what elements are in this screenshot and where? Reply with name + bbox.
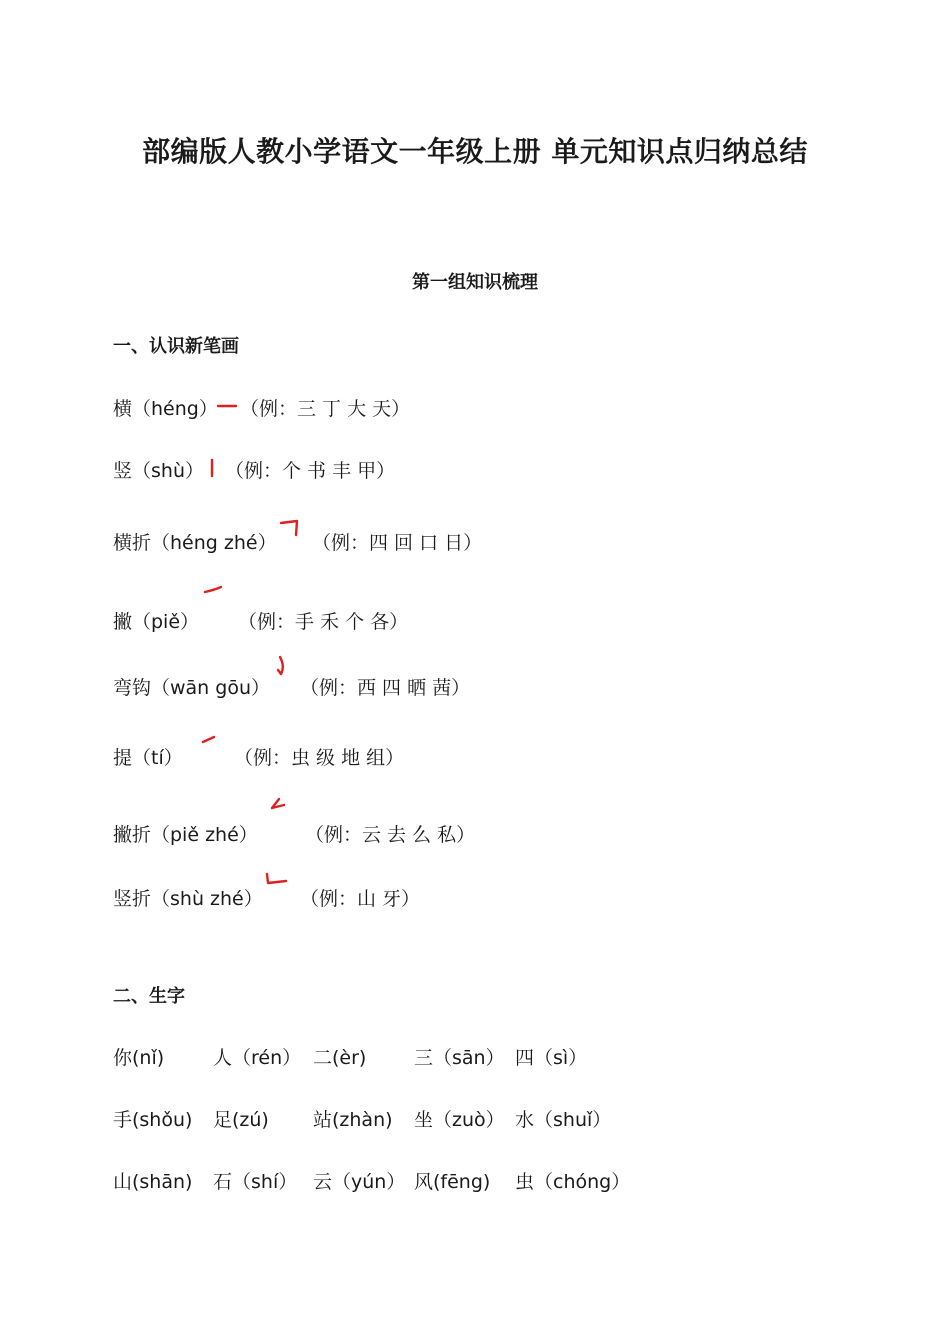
stroke-piezhe-icon	[266, 795, 296, 825]
stroke-name: 竖折（shù zhé）	[113, 888, 263, 910]
stroke-example: （例：云 去 么 私）	[305, 824, 476, 846]
stroke-name: 横（héng）	[113, 398, 218, 420]
stroke-hengzhe-icon	[278, 516, 308, 546]
strokes-heading: 一、认识新笔画	[113, 336, 239, 357]
stroke-name: 竖（shù）	[113, 460, 204, 482]
char-item: 足(zú)	[213, 1109, 269, 1131]
char-item: 石（shí）	[213, 1171, 298, 1193]
stroke-name: 弯钩（wān gōu）	[113, 677, 270, 699]
stroke-wangou-icon	[270, 653, 300, 683]
stroke-example: （例：手 禾 个 各）	[238, 611, 409, 633]
char-item: 二(èr)	[313, 1047, 367, 1069]
char-item: 风(fēng)	[414, 1171, 491, 1193]
stroke-example: （例：山 牙）	[300, 888, 421, 910]
stroke-example: （例：三 丁 大 天）	[240, 398, 411, 420]
stroke-example: （例：西 四 晒 茜）	[300, 677, 471, 699]
stroke-name: 撇折（piě zhé）	[113, 824, 258, 846]
char-item: 水（shuǐ）	[515, 1109, 612, 1131]
stroke-example: （例：虫 级 地 组）	[234, 747, 405, 769]
stroke-shuzhe-icon	[262, 866, 292, 896]
char-item: 人（rén）	[213, 1047, 302, 1069]
char-item: 云（yún）	[313, 1171, 406, 1193]
stroke-shu-icon	[198, 456, 228, 486]
stroke-example: （例：四 回 口 日）	[312, 532, 483, 554]
stroke-pie-icon	[200, 580, 230, 610]
chars-heading: 二、生字	[113, 986, 185, 1007]
char-item: 手(shǒu)	[113, 1109, 193, 1131]
char-item: 坐（zuò）	[414, 1109, 505, 1131]
stroke-example: （例：个 书 丰 甲）	[225, 460, 396, 482]
char-item: 站(zhàn)	[313, 1109, 393, 1131]
char-item: 三（sān）	[414, 1047, 505, 1069]
char-item: 你(nǐ)	[113, 1047, 165, 1069]
section-title: 第一组知识梳理	[412, 272, 538, 293]
stroke-name: 提（tí）	[113, 747, 183, 769]
stroke-name: 横折（héng zhé）	[113, 532, 277, 554]
char-item: 山(shān)	[113, 1171, 193, 1193]
stroke-ti-icon	[198, 728, 228, 758]
document-title: 部编版人教小学语文一年级上册 单元知识点归纳总结	[142, 135, 808, 168]
char-item: 四（sì）	[515, 1047, 588, 1069]
char-item: 虫（chóng）	[515, 1171, 631, 1193]
stroke-name: 撇（piě）	[113, 611, 200, 633]
